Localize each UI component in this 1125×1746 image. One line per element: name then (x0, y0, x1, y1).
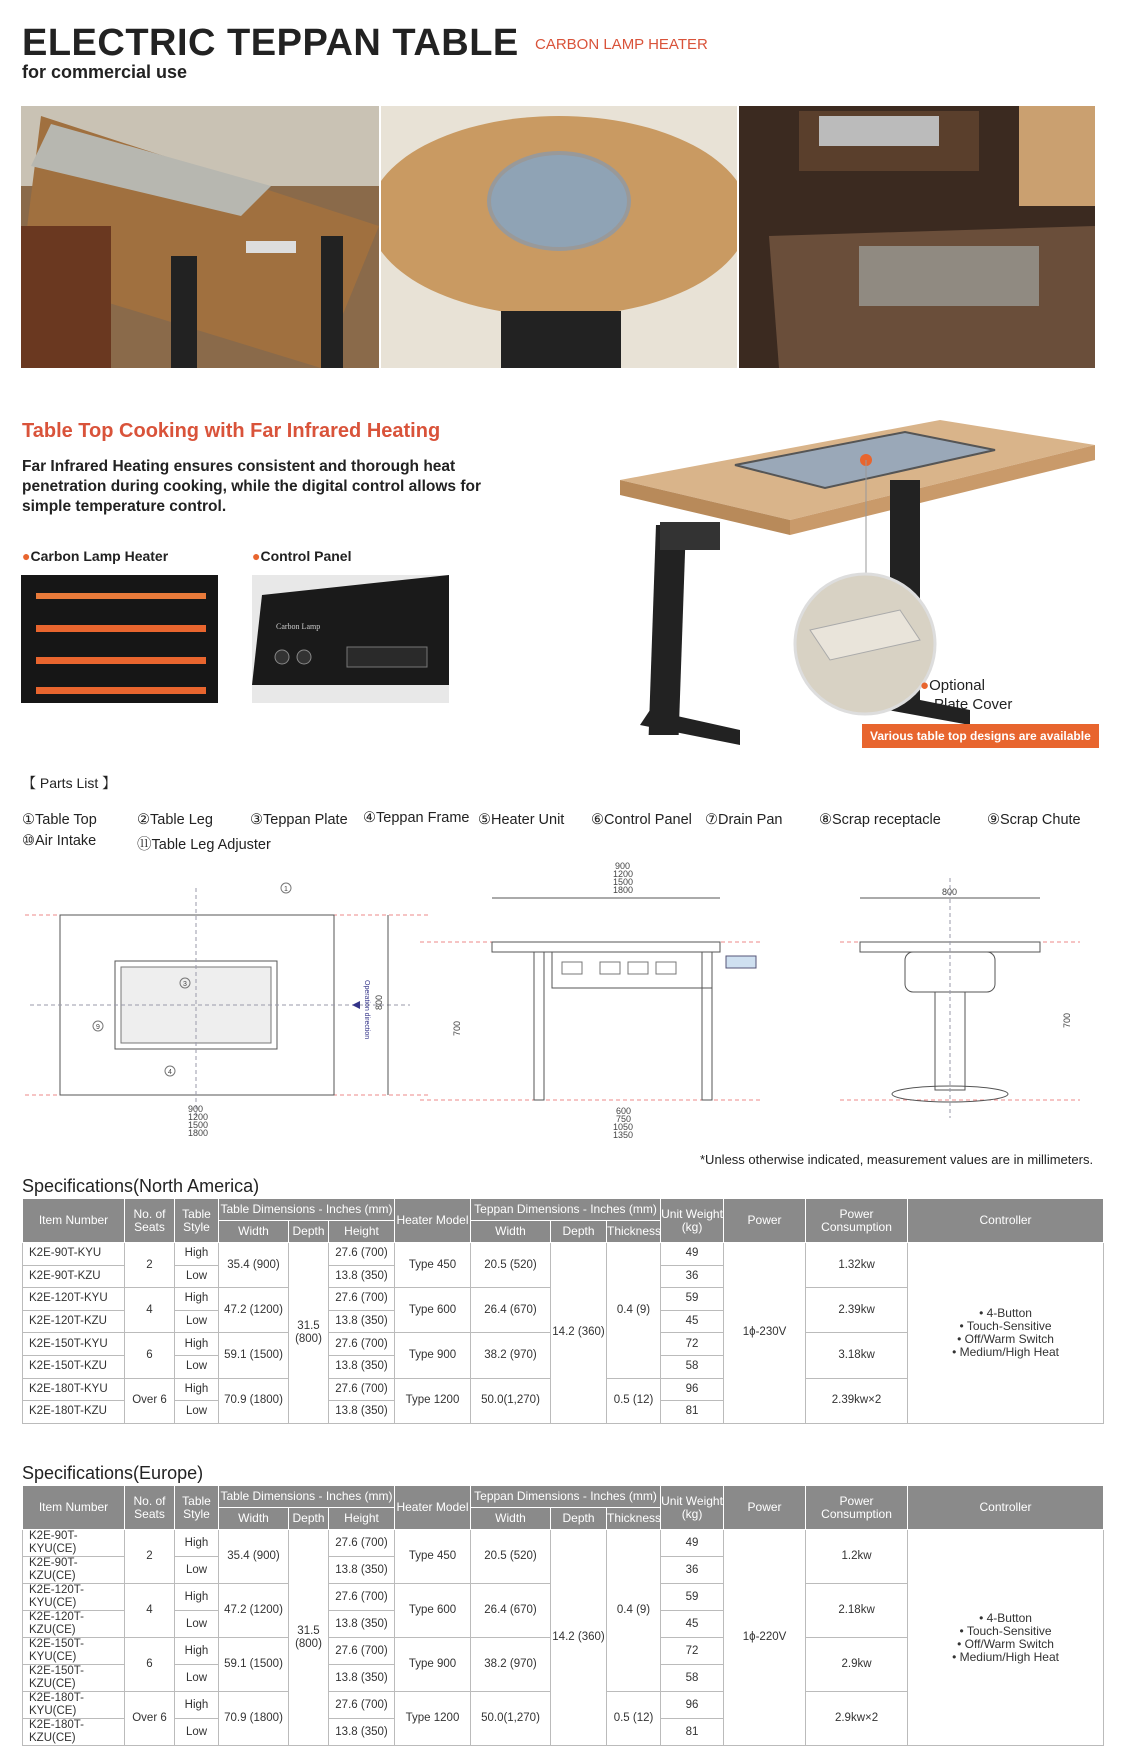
table-row (23, 1243, 1104, 1266)
unit-weight: 59 (661, 1288, 724, 1311)
col-seats: No. of Seats (125, 1486, 175, 1530)
col-teppan-width: Width (471, 1221, 551, 1243)
col-style: Table Style (175, 1486, 219, 1530)
control-panel-text: Carbon Lamp (276, 622, 321, 631)
spec-table-na (22, 1198, 1104, 1424)
col-heater: Heater Model (395, 1199, 471, 1243)
item-number: K2E-150T-KYU(CE) (23, 1638, 125, 1665)
svg-text:700: 700 (1062, 1012, 1072, 1028)
svg-text:700: 700 (452, 1020, 462, 1036)
teppan-width: 50.0(1,270) (471, 1692, 551, 1746)
unit-weight: 81 (661, 1401, 724, 1424)
table-height: 13.8 (350) (329, 1310, 395, 1333)
part-item: ⑪Table Leg Adjuster (137, 837, 271, 853)
table-height: 13.8 (350) (329, 1611, 395, 1638)
teppan-thickness: 0.4 (9) (607, 1243, 661, 1379)
col-width: Width (219, 1508, 289, 1530)
svg-text:1200: 1200 (188, 1112, 209, 1122)
table-style: High (175, 1243, 219, 1266)
unit-weight: 72 (661, 1333, 724, 1356)
table-style: High (175, 1638, 219, 1665)
heater-model: Type 1200 (395, 1378, 471, 1423)
table-height: 13.8 (350) (329, 1665, 395, 1692)
svg-text:900: 900 (188, 1104, 204, 1114)
col-item: Item Number (23, 1199, 125, 1243)
power-consumption: 2.39kw (806, 1288, 908, 1333)
svg-text:1500: 1500 (188, 1120, 209, 1130)
unit-weight: 58 (661, 1355, 724, 1378)
table-height: 13.8 (350) (329, 1355, 395, 1378)
heater-model: Type 450 (395, 1530, 471, 1584)
seats: 6 (125, 1638, 175, 1692)
svg-text:9: 9 (96, 1024, 100, 1031)
table-height: 27.6 (700) (329, 1288, 395, 1311)
col-heater: Heater Model (395, 1486, 471, 1530)
col-height: Height (329, 1508, 395, 1530)
seats: 4 (125, 1288, 175, 1333)
power: 1ϕ-220V (724, 1530, 806, 1746)
photo-restaurant (739, 106, 1095, 368)
table-width: 35.4 (900) (219, 1243, 289, 1288)
svg-text:800: 800 (942, 887, 958, 897)
col-thickness: Thickness (607, 1221, 661, 1243)
table-style: Low (175, 1719, 219, 1746)
spec-table-eu (22, 1485, 1104, 1746)
part-item: ⑧Scrap receptacle (819, 812, 941, 828)
control-panel-label: ●Control Panel (252, 548, 352, 564)
teppan-width: 26.4 (670) (471, 1584, 551, 1638)
bullet-icon: ● (252, 548, 261, 564)
svg-text:800: 800 (374, 994, 384, 1010)
unit-weight: 96 (661, 1692, 724, 1719)
controller-feature: • 4-Button (979, 1610, 1032, 1625)
unit-weight: 36 (661, 1557, 724, 1584)
part-item: ⑦Drain Pan (705, 812, 783, 828)
table-width: 70.9 (1800) (219, 1378, 289, 1423)
table-style: Low (175, 1265, 219, 1288)
table-height: 27.6 (700) (329, 1243, 395, 1266)
item-number: K2E-120T-KZU (23, 1310, 125, 1333)
table-depth: 31.5 (800) (289, 1530, 329, 1746)
table-height: 13.8 (350) (329, 1557, 395, 1584)
col-teppan-dims: Teppan Dimensions - Inches (mm) (471, 1486, 661, 1508)
table-height: 27.6 (700) (329, 1584, 395, 1611)
table-style: High (175, 1288, 219, 1311)
controller-feature: • Medium/High Heat (952, 1649, 1059, 1664)
seats: Over 6 (125, 1378, 175, 1423)
table-style: Low (175, 1665, 219, 1692)
item-number: K2E-180T-KYU(CE) (23, 1692, 125, 1719)
svg-text:750: 750 (616, 1114, 632, 1124)
table-width: 47.2 (1200) (219, 1288, 289, 1333)
carbon-lamp-photo (21, 575, 218, 703)
col-thickness: Thickness (607, 1508, 661, 1530)
table-height: 27.6 (700) (329, 1333, 395, 1356)
unit-weight: 45 (661, 1310, 724, 1333)
svg-text:1050: 1050 (613, 1122, 634, 1132)
unit-weight: 58 (661, 1665, 724, 1692)
teppan-width: 38.2 (970) (471, 1638, 551, 1692)
table-style: Low (175, 1310, 219, 1333)
unit-weight: 72 (661, 1638, 724, 1665)
col-item: Item Number (23, 1486, 125, 1530)
part-item: ②Table Leg (137, 812, 213, 828)
part-item: ①Table Top (22, 812, 97, 828)
table-row (23, 1530, 1104, 1557)
item-number: K2E-150T-KZU(CE) (23, 1665, 125, 1692)
page-title: ELECTRIC TEPPAN TABLE (22, 22, 519, 64)
optional-cover-label-2: Plate Cover (934, 696, 1013, 713)
part-item: ④Teppan Frame (363, 810, 470, 826)
table-style: Low (175, 1557, 219, 1584)
control-panel-photo (252, 575, 449, 703)
table-width: 59.1 (1500) (219, 1638, 289, 1692)
teppan-width: 20.5 (520) (471, 1530, 551, 1584)
heater-model: Type 900 (395, 1333, 471, 1378)
part-item: ⑤Heater Unit (478, 812, 565, 828)
item-number: K2E-180T-KZU(CE) (23, 1719, 125, 1746)
photo-rect-table (21, 106, 379, 368)
svg-text:1500: 1500 (613, 877, 634, 887)
table-height: 13.8 (350) (329, 1401, 395, 1424)
teppan-depth: 14.2 (360) (551, 1243, 607, 1424)
unit-weight: 49 (661, 1530, 724, 1557)
col-controller: Controller (908, 1199, 1104, 1243)
teppan-thickness: 0.5 (12) (607, 1378, 661, 1423)
carbon-lamp-label: ●Carbon Lamp Heater (22, 548, 169, 564)
controller-feature: • Off/Warm Switch (957, 1636, 1054, 1651)
table-style: High (175, 1530, 219, 1557)
bullet-icon: ● (920, 677, 930, 694)
heater-model: Type 600 (395, 1584, 471, 1638)
parts-title: 【 Parts List 】 (22, 775, 117, 791)
col-teppan-depth: Depth (551, 1221, 607, 1243)
optional-cover-label: ●Optional (920, 677, 985, 694)
power-consumption: 2.18kw (806, 1584, 908, 1638)
unit-weight: 49 (661, 1243, 724, 1266)
item-number: K2E-120T-KYU(CE) (23, 1584, 125, 1611)
unit-weight: 36 (661, 1265, 724, 1288)
heater-model: Type 900 (395, 1638, 471, 1692)
svg-text:1800: 1800 (188, 1128, 209, 1138)
power-consumption: 3.18kw (806, 1333, 908, 1378)
feature-body: Far Infrared Heating ensures consistent and thorough heat penetration during cooking, while the digital control allows for simple temperature control. (22, 458, 481, 515)
heater-model: Type 1200 (395, 1692, 471, 1746)
controller-feature: • Off/Warm Switch (957, 1331, 1054, 1346)
unit-weight: 45 (661, 1611, 724, 1638)
controller (908, 1243, 1104, 1424)
svg-text:1: 1 (284, 886, 288, 893)
tagline: for commercial use (22, 62, 188, 82)
table-style: Low (175, 1401, 219, 1424)
col-depth: Depth (289, 1221, 329, 1243)
teppan-thickness: 0.4 (9) (607, 1530, 661, 1692)
col-controller: Controller (908, 1486, 1104, 1530)
seats: 4 (125, 1584, 175, 1638)
controller-feature: • Touch-Sensitive (959, 1318, 1052, 1333)
teppan-depth: 14.2 (360) (551, 1530, 607, 1746)
photo-round-table (381, 106, 737, 368)
teppan-width: 26.4 (670) (471, 1288, 551, 1333)
col-height: Height (329, 1221, 395, 1243)
col-teppan-dims: Teppan Dimensions - Inches (mm) (471, 1199, 661, 1221)
unit-weight: 59 (661, 1584, 724, 1611)
col-weight: Unit Weight (kg) (661, 1486, 724, 1530)
col-seats: No. of Seats (125, 1199, 175, 1243)
technical-drawing (20, 858, 1100, 1138)
power-consumption: 2.39kw×2 (806, 1378, 908, 1423)
svg-text:900: 900 (615, 861, 631, 871)
table-height: 27.6 (700) (329, 1530, 395, 1557)
table-illustration (610, 410, 1100, 760)
col-style: Table Style (175, 1199, 219, 1243)
table-height: 27.6 (700) (329, 1638, 395, 1665)
seats: 2 (125, 1530, 175, 1584)
table-depth: 31.5 (800) (289, 1243, 329, 1424)
heater-model: Type 450 (395, 1243, 471, 1288)
unit-weight: 81 (661, 1719, 724, 1746)
heater-model: Type 600 (395, 1288, 471, 1333)
power-consumption: 2.9kw (806, 1638, 908, 1692)
svg-text:1800: 1800 (613, 885, 634, 895)
col-teppan-width: Width (471, 1508, 551, 1530)
item-number: K2E-120T-KZU(CE) (23, 1611, 125, 1638)
seats: 2 (125, 1243, 175, 1288)
teppan-thickness: 0.5 (12) (607, 1692, 661, 1746)
part-item: ③Teppan Plate (250, 812, 348, 828)
part-item: ⑥Control Panel (591, 812, 692, 828)
item-number: K2E-90T-KYU(CE) (23, 1530, 125, 1557)
table-height: 27.6 (700) (329, 1378, 395, 1401)
spec-title-eu: Specifications(Europe) (22, 1463, 204, 1483)
table-style: High (175, 1692, 219, 1719)
power-consumption: 1.2kw (806, 1530, 908, 1584)
bullet-icon: ● (22, 548, 31, 564)
teppan-width: 20.5 (520) (471, 1243, 551, 1288)
controller-feature: • Touch-Sensitive (959, 1623, 1052, 1638)
table-width: 47.2 (1200) (219, 1584, 289, 1638)
table-width: 59.1 (1500) (219, 1333, 289, 1378)
svg-text:3: 3 (183, 981, 187, 988)
seats: Over 6 (125, 1692, 175, 1746)
item-number: K2E-180T-KYU (23, 1378, 125, 1401)
item-number: K2E-90T-KZU (23, 1265, 125, 1288)
teppan-width: 50.0(1,270) (471, 1378, 551, 1423)
power-consumption: 2.9kw×2 (806, 1692, 908, 1746)
table-style: Low (175, 1611, 219, 1638)
power: 1ϕ-230V (724, 1243, 806, 1424)
col-power: Power (724, 1199, 806, 1243)
col-teppan-depth: Depth (551, 1508, 607, 1530)
table-height: 27.6 (700) (329, 1692, 395, 1719)
part-item: ⑨Scrap Chute (987, 812, 1081, 828)
unit-weight: 96 (661, 1378, 724, 1401)
table-style: High (175, 1584, 219, 1611)
svg-text:1200: 1200 (613, 869, 634, 879)
item-number: K2E-150T-KYU (23, 1333, 125, 1356)
svg-text:4: 4 (168, 1069, 172, 1076)
seats: 6 (125, 1333, 175, 1378)
table-width: 35.4 (900) (219, 1530, 289, 1584)
controller (908, 1530, 1104, 1746)
svg-text:1350: 1350 (613, 1130, 634, 1138)
svg-text:Operation direction: Operation direction (363, 980, 370, 1040)
feature-heading: Table Top Cooking with Far Infrared Heating (22, 420, 441, 442)
table-height: 13.8 (350) (329, 1719, 395, 1746)
table-style: High (175, 1333, 219, 1356)
col-width: Width (219, 1221, 289, 1243)
item-number: K2E-120T-KYU (23, 1288, 125, 1311)
svg-text:600: 600 (616, 1106, 632, 1116)
item-number: K2E-180T-KZU (23, 1401, 125, 1424)
col-power: Power (724, 1486, 806, 1530)
col-depth: Depth (289, 1508, 329, 1530)
item-number: K2E-90T-KYU (23, 1243, 125, 1266)
controller-feature: • Medium/High Heat (952, 1344, 1059, 1359)
item-number: K2E-90T-KZU(CE) (23, 1557, 125, 1584)
controller-feature: • 4-Button (979, 1305, 1032, 1320)
item-number: K2E-150T-KZU (23, 1355, 125, 1378)
units-note: *Unless otherwise indicated, measurement values are in millimeters. (700, 1152, 1094, 1167)
power-consumption: 1.32kw (806, 1243, 908, 1288)
table-style: High (175, 1378, 219, 1401)
col-weight: Unit Weight (kg) (661, 1199, 724, 1243)
col-consumption: Power Consumption (806, 1486, 908, 1530)
table-style: Low (175, 1355, 219, 1378)
table-height: 13.8 (350) (329, 1265, 395, 1288)
designs-badge: Various table top designs are available (862, 724, 1099, 748)
col-table-dims: Table Dimensions - Inches (mm) (219, 1199, 395, 1221)
teppan-width: 38.2 (970) (471, 1333, 551, 1378)
header-tag: CARBON LAMP HEATER (535, 36, 708, 53)
spec-title-na: Specifications(North America) (22, 1176, 260, 1196)
part-item: ⑩Air Intake (22, 833, 97, 849)
col-consumption: Power Consumption (806, 1199, 908, 1243)
table-width: 70.9 (1800) (219, 1692, 289, 1746)
col-table-dims: Table Dimensions - Inches (mm) (219, 1486, 395, 1508)
